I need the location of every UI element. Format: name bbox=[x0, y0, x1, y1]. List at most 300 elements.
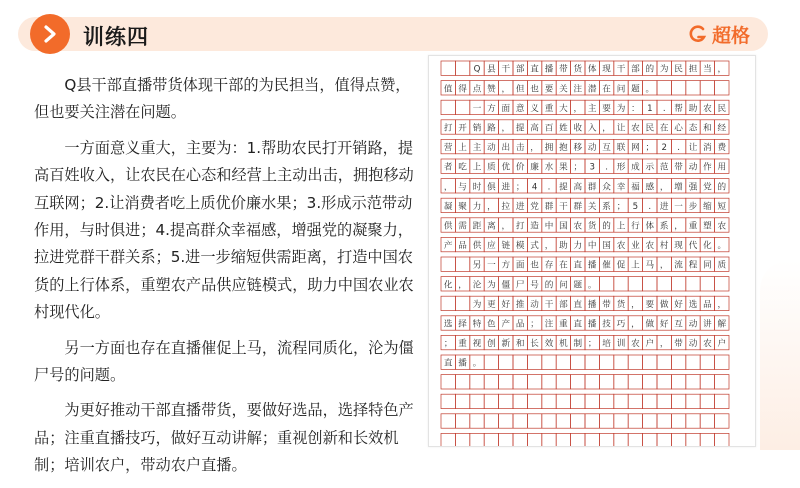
grid-cell bbox=[556, 355, 570, 369]
grid-character: 心 bbox=[674, 123, 683, 134]
grid-character: 培 bbox=[602, 339, 611, 350]
grid-cell bbox=[715, 414, 729, 428]
grid-character: ， bbox=[717, 299, 727, 310]
grid-cell bbox=[628, 355, 642, 369]
grid-character: 体 bbox=[645, 221, 655, 232]
corner-decoration bbox=[760, 260, 800, 450]
grid-character: 促 bbox=[616, 260, 626, 271]
grid-character: 业 bbox=[631, 241, 640, 252]
grid-cell bbox=[657, 355, 671, 369]
grid-cell bbox=[499, 355, 513, 369]
grid-cell bbox=[671, 414, 685, 428]
grid-character: 百 bbox=[544, 123, 554, 134]
grid-row bbox=[441, 179, 729, 193]
grid-character: 制 bbox=[573, 339, 583, 350]
grid-character: ； bbox=[616, 201, 626, 212]
grid-character: ， bbox=[501, 221, 511, 232]
grid-character: 动 bbox=[688, 162, 698, 173]
grid-character: 动 bbox=[587, 143, 597, 154]
grid-character: 村 bbox=[659, 241, 669, 252]
grid-character: 训 bbox=[616, 339, 626, 350]
grid-cell bbox=[441, 100, 455, 114]
grid-cell bbox=[441, 433, 455, 446]
grid-character: 进 bbox=[515, 201, 525, 212]
grid-cell bbox=[441, 394, 455, 408]
grid-character: 品 bbox=[703, 299, 712, 310]
grid-character: 提 bbox=[559, 182, 568, 193]
grid-character: ， bbox=[544, 241, 554, 252]
grid-character: 感 bbox=[645, 182, 655, 193]
grid-character: . bbox=[677, 143, 680, 154]
grid-cell bbox=[657, 394, 671, 408]
grid-character: 播 bbox=[587, 299, 597, 310]
grid-character: 选 bbox=[688, 299, 698, 310]
grid-answer-sheet bbox=[428, 55, 756, 447]
grid-character: 党 bbox=[530, 201, 539, 212]
grid-cell bbox=[499, 394, 513, 408]
grid-cell bbox=[614, 394, 628, 408]
grid-cell bbox=[441, 257, 455, 271]
page-title: 训练四 bbox=[83, 25, 149, 49]
grid-character: 入 bbox=[587, 123, 597, 134]
grid-cell bbox=[455, 394, 469, 408]
grid-row bbox=[441, 375, 729, 389]
grid-character: 互 bbox=[602, 143, 611, 154]
grid-character: 。 bbox=[587, 280, 597, 291]
grid-character: 县 bbox=[487, 64, 496, 75]
grid-character: 的 bbox=[544, 280, 554, 291]
grid-character: 干 bbox=[501, 64, 511, 75]
grid-character: 质 bbox=[487, 162, 496, 173]
grid-character: 离 bbox=[487, 221, 496, 232]
grid-character: 路 bbox=[487, 123, 496, 134]
grid-character: 廉 bbox=[530, 162, 539, 173]
grid-character: 农 bbox=[645, 241, 655, 252]
grid-character: 好 bbox=[659, 319, 669, 330]
grid-cell bbox=[715, 394, 729, 408]
grid-character: 面 bbox=[515, 260, 525, 271]
grid-cell bbox=[614, 355, 628, 369]
grid-character: 民 bbox=[674, 64, 683, 75]
grid-character: 做 bbox=[645, 319, 655, 330]
grid-character: 高 bbox=[530, 123, 539, 134]
grid-row bbox=[441, 433, 729, 446]
grid-character: 互 bbox=[674, 319, 683, 330]
grid-character: 打 bbox=[443, 123, 453, 134]
grid-character: 农 bbox=[703, 103, 712, 114]
grid-character: 要 bbox=[602, 103, 611, 114]
grid-character: 用 bbox=[717, 162, 727, 173]
grid-cell bbox=[571, 375, 585, 389]
grid-cell bbox=[556, 433, 570, 446]
grid-cell bbox=[484, 355, 498, 369]
grid-character: 凝 bbox=[443, 201, 453, 212]
grid-cell bbox=[643, 355, 657, 369]
grid-character: 高 bbox=[573, 182, 583, 193]
grid-character: 好 bbox=[674, 299, 683, 310]
grid-character: 沦 bbox=[472, 280, 482, 291]
grid-character: 农 bbox=[631, 123, 640, 134]
grid-character: 为 bbox=[659, 64, 669, 75]
grid-cell bbox=[499, 433, 513, 446]
grid-cell bbox=[556, 375, 570, 389]
grid-row bbox=[441, 355, 729, 369]
grid-cell bbox=[455, 61, 469, 75]
grid-character: 做 bbox=[659, 299, 669, 310]
grid-character: 部 bbox=[559, 299, 568, 310]
grid-cell bbox=[455, 100, 469, 114]
grid-cell bbox=[527, 375, 541, 389]
grid-character: 增 bbox=[674, 182, 683, 193]
grid-cell bbox=[513, 414, 527, 428]
grid-character: 果 bbox=[559, 162, 568, 173]
grid-cell bbox=[599, 375, 613, 389]
grid-cell bbox=[700, 394, 714, 408]
grid-character: ， bbox=[659, 339, 669, 350]
grid-character: 农 bbox=[631, 339, 640, 350]
grid-character: 讲 bbox=[703, 319, 712, 330]
grid-character: 在 bbox=[659, 123, 669, 134]
grid-cell bbox=[686, 414, 700, 428]
grid-character: 产 bbox=[501, 319, 511, 330]
logo-text: 超格 bbox=[712, 24, 751, 47]
grid-cell bbox=[700, 414, 714, 428]
grid-cell bbox=[599, 277, 613, 291]
grid-character: 国 bbox=[602, 241, 611, 252]
grid-character: 形 bbox=[616, 162, 626, 173]
grid-character: ， bbox=[659, 260, 669, 271]
grid-cell bbox=[628, 394, 642, 408]
grid-cell bbox=[657, 433, 671, 446]
grid-character: ； bbox=[645, 143, 655, 154]
grid-character: 带 bbox=[674, 162, 683, 173]
grid-cell bbox=[671, 394, 685, 408]
grid-character: 技 bbox=[602, 319, 611, 330]
grid-cell bbox=[571, 394, 585, 408]
grid-character: 动 bbox=[530, 299, 539, 310]
grid-cell bbox=[715, 355, 729, 369]
grid-cell bbox=[599, 433, 613, 446]
grid-character: 干 bbox=[544, 299, 554, 310]
grid-cell bbox=[441, 296, 455, 310]
grid-character: 行 bbox=[631, 221, 640, 232]
grid-character: 吃 bbox=[458, 162, 467, 173]
grid-cell bbox=[556, 394, 570, 408]
grid-cell bbox=[628, 433, 642, 446]
brand-logo bbox=[688, 20, 750, 48]
grid-character: 号 bbox=[530, 280, 539, 291]
grid-cell bbox=[455, 375, 469, 389]
grid-character: 为 bbox=[616, 103, 626, 114]
grid-character: 农 bbox=[703, 339, 712, 350]
grid-character: 应 bbox=[487, 241, 496, 252]
grid-cell bbox=[542, 355, 556, 369]
grid-character: 塑 bbox=[703, 221, 712, 232]
grid-character: 户 bbox=[645, 339, 655, 350]
grid-character: 4 bbox=[531, 182, 538, 193]
grid-character: 拥 bbox=[544, 143, 554, 154]
grid-character: 户 bbox=[717, 339, 727, 350]
grid-cell bbox=[527, 414, 541, 428]
grid-cell bbox=[628, 375, 642, 389]
grid-character: 3 bbox=[589, 162, 595, 173]
grid-cell bbox=[484, 375, 498, 389]
grid-character: 移 bbox=[573, 143, 583, 154]
grid-character: 选 bbox=[443, 319, 453, 330]
grid-character: 经 bbox=[717, 123, 727, 134]
grid-character: 众 bbox=[602, 182, 611, 193]
grid-cell bbox=[585, 394, 599, 408]
grid-row bbox=[441, 120, 729, 134]
grid-character: 另 bbox=[472, 260, 482, 271]
grid-character: 幸 bbox=[616, 182, 626, 193]
grid-cell bbox=[585, 433, 599, 446]
grid-cell bbox=[441, 375, 455, 389]
grid-character: 更 bbox=[487, 299, 496, 310]
grid-character: 为 bbox=[487, 280, 496, 291]
grid-character: 但 bbox=[515, 84, 525, 95]
grid-character: 农 bbox=[717, 221, 727, 232]
grid-character: 直 bbox=[530, 64, 539, 75]
grid-character: 助 bbox=[688, 103, 698, 114]
grid-cell bbox=[513, 375, 527, 389]
grid-cell bbox=[614, 277, 628, 291]
grid-character: 面 bbox=[501, 103, 511, 114]
grid-character: 在 bbox=[602, 84, 611, 95]
grid-cell bbox=[599, 355, 613, 369]
grid-character: 范 bbox=[659, 162, 669, 173]
grid-row bbox=[441, 139, 729, 153]
grid-cell bbox=[499, 375, 513, 389]
grid-row bbox=[441, 414, 729, 428]
grid-character: 让 bbox=[688, 143, 698, 154]
grid-character: 解 bbox=[717, 319, 727, 330]
grid-character: 缩 bbox=[703, 201, 712, 212]
grid-cell bbox=[643, 433, 657, 446]
grid-character: 品 bbox=[515, 319, 525, 330]
grid-character: 流 bbox=[674, 260, 683, 271]
grid-character: ； bbox=[573, 162, 583, 173]
grid-character: 带 bbox=[602, 299, 611, 310]
grid-character: 得 bbox=[458, 84, 467, 95]
grid-row bbox=[441, 159, 729, 173]
grid-cell bbox=[686, 375, 700, 389]
grid-character: 价 bbox=[515, 162, 525, 173]
grid-cell bbox=[585, 355, 599, 369]
grid-cell bbox=[542, 414, 556, 428]
grid-cell bbox=[484, 394, 498, 408]
grid-character: 开 bbox=[458, 123, 467, 134]
grid-cell bbox=[542, 433, 556, 446]
grid-character: 重 bbox=[458, 339, 467, 350]
grid-character: 群 bbox=[573, 201, 583, 212]
grid-cell bbox=[571, 414, 585, 428]
grid-cell bbox=[671, 433, 685, 446]
grid-character: 赞 bbox=[487, 84, 496, 95]
grid-character: 重 bbox=[544, 103, 554, 114]
grid-character: 中 bbox=[544, 221, 554, 232]
grid-character: 需 bbox=[458, 221, 467, 232]
grid-character: 现 bbox=[674, 241, 683, 252]
grid-character: 播 bbox=[587, 319, 597, 330]
grid-character: 群 bbox=[544, 201, 554, 212]
grid-character: 网 bbox=[631, 143, 640, 154]
grid-cell bbox=[484, 414, 498, 428]
grid-character: 部 bbox=[515, 64, 525, 75]
grid-character: 上 bbox=[616, 221, 626, 232]
logo-g-icon bbox=[688, 24, 708, 44]
grid-sheet-canvas bbox=[429, 56, 755, 446]
grid-character: 。 bbox=[717, 241, 727, 252]
answer-paragraph: 另一方面也存在直播催促上马，流程同质化，沦为僵尸号的问题。 bbox=[34, 338, 414, 385]
grid-character: 短 bbox=[717, 201, 727, 212]
grid-character: 推 bbox=[515, 299, 525, 310]
grid-cell bbox=[671, 277, 685, 291]
grid-character: 力 bbox=[472, 201, 482, 212]
grid-character: 拉 bbox=[501, 201, 511, 212]
grid-character: 货 bbox=[587, 221, 597, 232]
grid-character: 关 bbox=[587, 201, 597, 212]
grid-character: 系 bbox=[659, 221, 669, 232]
grid-character: ， bbox=[659, 182, 669, 193]
grid-character: 当 bbox=[703, 64, 712, 75]
grid-cell bbox=[484, 433, 498, 446]
grid-cell bbox=[657, 414, 671, 428]
grid-character: ； bbox=[443, 339, 453, 350]
grid-character: 长 bbox=[530, 339, 539, 350]
grid-character: 化 bbox=[703, 241, 712, 252]
grid-character: 消 bbox=[703, 143, 712, 154]
grid-character: ， bbox=[631, 299, 640, 310]
grid-character: 存 bbox=[544, 260, 554, 271]
grid-cell bbox=[715, 81, 729, 95]
grid-character: ， bbox=[443, 182, 453, 193]
grid-character: 带 bbox=[674, 339, 683, 350]
grid-character: 上 bbox=[631, 260, 640, 271]
grid-row bbox=[441, 277, 729, 291]
grid-character: 直 bbox=[443, 358, 453, 369]
grid-character: 的 bbox=[602, 221, 611, 232]
grid-character: ， bbox=[501, 123, 511, 134]
grid-character: Q bbox=[473, 64, 481, 75]
grid-character: 费 bbox=[717, 143, 727, 154]
grid-cell bbox=[470, 414, 484, 428]
grid-character: 5 bbox=[632, 201, 639, 212]
grid-cell bbox=[643, 277, 657, 291]
grid-character: 步 bbox=[688, 201, 698, 212]
grid-cell bbox=[686, 355, 700, 369]
answer-paragraph: 为更好推动干部直播带货，要做好选品，选择特色产品；注重直播技巧，做好互动讲解；重视创新和长效机制；培训农户，带动农户直播。 bbox=[34, 401, 414, 475]
grid-character: 打 bbox=[515, 221, 525, 232]
grid-character: 让 bbox=[616, 123, 626, 134]
grid-character: 农 bbox=[616, 241, 626, 252]
grid-row bbox=[441, 335, 729, 349]
grid-character: 色 bbox=[487, 319, 496, 330]
grid-character: 题 bbox=[573, 280, 583, 291]
grid-character: 特 bbox=[472, 319, 482, 330]
grid-character: 国 bbox=[559, 221, 568, 232]
grid-character: 视 bbox=[472, 339, 482, 350]
grid-character: 品 bbox=[458, 241, 467, 252]
grid-cell bbox=[628, 277, 642, 291]
grid-cell bbox=[455, 257, 469, 271]
grid-character: 重 bbox=[688, 221, 698, 232]
grid-cell bbox=[643, 414, 657, 428]
grid-character: 潜 bbox=[587, 84, 597, 95]
grid-character: 作 bbox=[703, 162, 712, 173]
grid-cell bbox=[700, 355, 714, 369]
grid-cell bbox=[657, 375, 671, 389]
grid-character: . bbox=[547, 182, 551, 193]
grid-character: ， bbox=[631, 319, 640, 330]
grid-character: 的 bbox=[717, 182, 727, 193]
grid-cell bbox=[614, 433, 628, 446]
grid-character: 直 bbox=[573, 319, 583, 330]
grid-character: 方 bbox=[501, 260, 511, 271]
grid-character: 为 bbox=[472, 299, 482, 310]
grid-cell bbox=[527, 355, 541, 369]
grid-character: 也 bbox=[530, 84, 539, 95]
grid-character: 福 bbox=[631, 182, 640, 193]
grid-character: 收 bbox=[573, 123, 583, 134]
grid-character: 中 bbox=[587, 241, 597, 252]
grid-character: . bbox=[605, 162, 608, 173]
grid-cell bbox=[628, 414, 642, 428]
grid-character: 1 bbox=[647, 103, 653, 114]
grid-character: 意 bbox=[515, 103, 525, 114]
grid-character: 创 bbox=[487, 339, 496, 350]
grid-character: 义 bbox=[530, 103, 539, 114]
answer-paragraph: Q县干部直播带货体现干部的为民担当，值得点赞，但也要关注潜在问题。 bbox=[34, 76, 411, 122]
grid-character: 注 bbox=[544, 319, 554, 330]
grid-character: 态 bbox=[688, 123, 698, 134]
grid-cell bbox=[571, 355, 585, 369]
grid-character: 重 bbox=[559, 319, 568, 330]
grid-character: 产 bbox=[443, 241, 453, 252]
grid-character: ， bbox=[501, 84, 511, 95]
grid-character: . bbox=[648, 201, 652, 212]
grid-character: 上 bbox=[472, 162, 482, 173]
grid-character: 供 bbox=[443, 221, 453, 232]
grid-cell bbox=[513, 394, 527, 408]
grid-character: 水 bbox=[544, 162, 554, 173]
grid-cell bbox=[470, 394, 484, 408]
grid-character: 同 bbox=[703, 260, 712, 271]
grid-cell bbox=[599, 394, 613, 408]
grid-character: 择 bbox=[458, 319, 467, 330]
grid-character: ： bbox=[631, 103, 640, 114]
grid-character: ， bbox=[717, 64, 727, 75]
grid-character: 催 bbox=[602, 260, 611, 271]
grid-character: 僵 bbox=[501, 280, 511, 291]
grid-character: 问 bbox=[616, 84, 626, 95]
grid-character: 出 bbox=[501, 143, 511, 154]
grid-character: 干 bbox=[559, 201, 568, 212]
grid-character: 好 bbox=[501, 299, 511, 310]
grid-character: 。 bbox=[645, 84, 655, 95]
grid-character: . bbox=[662, 103, 666, 114]
grid-character: 抱 bbox=[559, 143, 568, 154]
grid-character: 和 bbox=[515, 339, 525, 350]
grid-character: 在 bbox=[559, 260, 568, 271]
grid-character: 现 bbox=[602, 64, 611, 75]
grid-character: 强 bbox=[688, 182, 698, 193]
grid-character: 2 bbox=[661, 143, 667, 154]
grid-cell bbox=[542, 394, 556, 408]
grid-character: 干 bbox=[616, 64, 626, 75]
grid-character: 党 bbox=[703, 182, 712, 193]
grid-character: 成 bbox=[631, 162, 640, 173]
